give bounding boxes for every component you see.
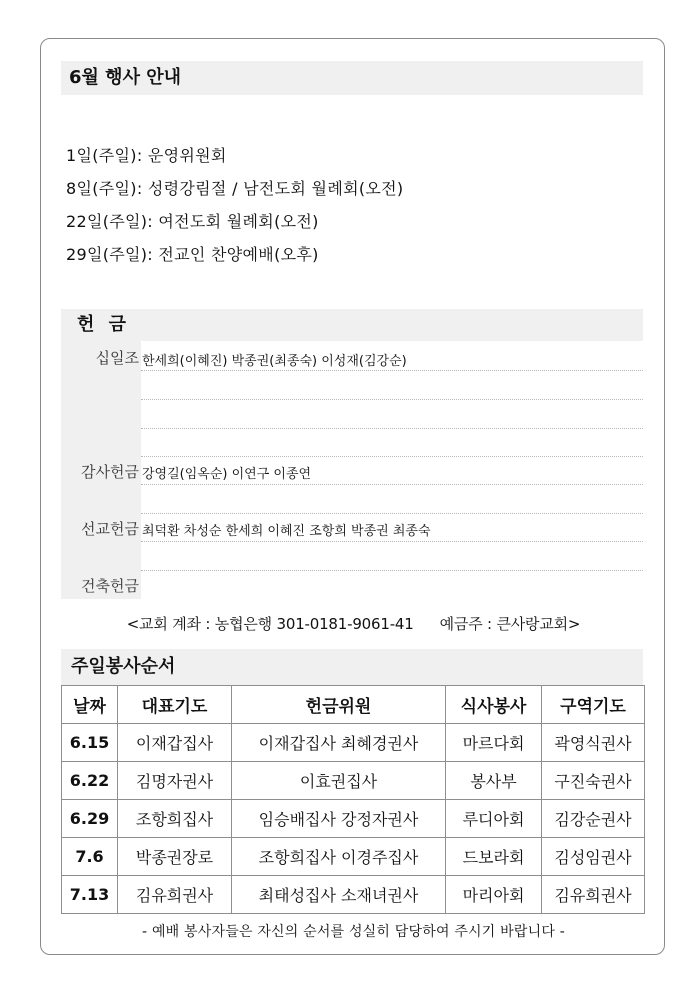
divider (141, 428, 643, 429)
table-row (62, 876, 645, 914)
page-title: 6월 행사 안내 (61, 61, 643, 95)
service-date: 6.29 (62, 800, 118, 838)
account-holder: 예금주 : 큰사랑교회> (439, 615, 581, 633)
district-prayer: 김성임권사 (542, 838, 645, 876)
column-header: 날짜 (62, 686, 118, 724)
divider (141, 541, 643, 542)
representative-prayer: 김명자권사 (118, 762, 232, 800)
divider (141, 456, 643, 457)
tithe-names: 한세희(이혜진) 박종권(최종숙) 이성재(김강순) (142, 354, 407, 369)
representative-prayer: 조항희집사 (118, 800, 232, 838)
offering-committee: 이효권집사 (232, 762, 446, 800)
district-prayer: 곽영식권사 (542, 724, 645, 762)
building-offering-label: 건축헌금 (81, 577, 139, 595)
offering-committee: 이재갑집사 최혜경권사 (232, 724, 446, 762)
column-header: 식사봉사 (446, 686, 542, 724)
event-item: 1일(주일): 운영위원회 (66, 146, 227, 165)
column-header: 대표기도 (118, 686, 232, 724)
thanks-offering-label: 감사헌금 (81, 463, 139, 481)
divider (141, 484, 643, 485)
service-date: 6.22 (62, 762, 118, 800)
event-item: 8일(주일): 성령강림절 / 남전도회 월례회(오전) (66, 179, 404, 198)
representative-prayer: 박종권장로 (118, 838, 232, 876)
column-header: 헌금위원 (232, 686, 446, 724)
representative-prayer: 김유희권사 (118, 876, 232, 914)
thanks-offering-names: 강영길(임옥순) 이연구 이종연 (142, 467, 312, 482)
bank-account (41, 613, 666, 634)
service-table (61, 685, 645, 914)
column-header: 구역기도 (542, 686, 645, 724)
representative-prayer: 이재갑집사 (118, 724, 232, 762)
table-row (62, 800, 645, 838)
divider (141, 570, 643, 571)
event-item: 29일(주일): 전교인 찬양예배(오후) (66, 245, 319, 264)
divider (141, 399, 643, 400)
mission-offering-label: 선교헌금 (81, 520, 139, 538)
offering-committee: 최태성집사 소재녀권사 (232, 876, 446, 914)
mission-offering-names: 최덕환 차성순 한세희 이혜진 조항희 박종권 최종숙 (142, 524, 431, 539)
bank-account-number: <교회 계좌 : 농협은행 301-0181-9061-41 (126, 615, 414, 633)
service-title: 주일봉사순서 (61, 649, 643, 685)
service-date: 7.13 (62, 876, 118, 914)
district-prayer: 구진숙권사 (542, 762, 645, 800)
service-date: 6.15 (62, 724, 118, 762)
table-row (62, 724, 645, 762)
meal-service: 드보라회 (446, 838, 542, 876)
offering-committee: 조항희집사 이경주집사 (232, 838, 446, 876)
event-schedule (66, 139, 403, 271)
offering-committee: 임승배집사 강정자권사 (232, 800, 446, 838)
divider (141, 513, 643, 514)
district-prayer: 김강순권사 (542, 800, 645, 838)
tithe-label: 십일조 (95, 349, 139, 367)
meal-service: 봉사부 (446, 762, 542, 800)
bulletin-frame (40, 38, 665, 955)
offering-title: 헌 금 (61, 309, 643, 341)
service-footnote: - 예배 봉사자들은 자신의 순서를 성실히 담당하여 주시기 바랍니다 - (142, 924, 565, 940)
meal-service: 마리아회 (446, 876, 542, 914)
event-item: 22일(주일): 여전도회 월례회(오전) (66, 212, 319, 231)
table-header-row (62, 686, 645, 724)
table-row (62, 762, 645, 800)
offering-label-column (61, 341, 141, 599)
district-prayer: 김유희권사 (542, 876, 645, 914)
divider (141, 370, 643, 371)
meal-service: 루디아회 (446, 800, 542, 838)
table-row (62, 838, 645, 876)
meal-service: 마르다회 (446, 724, 542, 762)
service-date: 7.6 (62, 838, 118, 876)
